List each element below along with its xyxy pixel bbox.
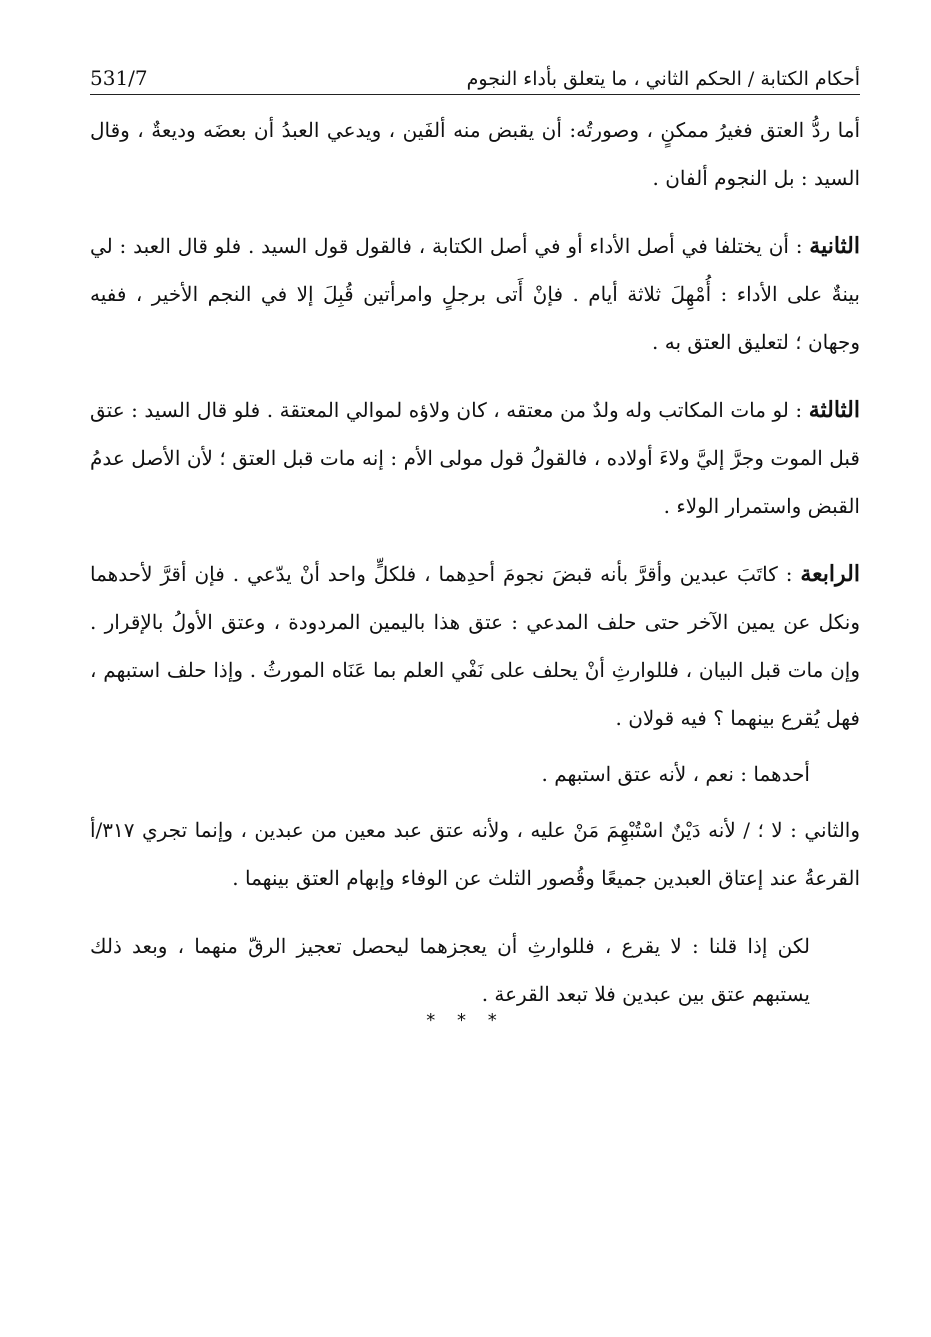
paragraph-intro <box>90 106 860 202</box>
paragraph-text: : كاتَبَ عبدين وأقرَّ بأنه قبضَ نجومَ أحدِهما ، فلكلٍّ واحد أنْ يدّعي . فإن أقرَّ لأحدهما ونكل عن يمين الآخر حتى حلف المدعي : عتق هذا باليمين المردودة ، وعتق الأولُ بالإقرار . وإن مات قبل البيان ، فللوارثِ أنْ يحلف على نَفْي العلم بما عَنَاه المورثُ . وإذا حلف استبهم ، فهل يُقرع بينهما ؟ فيه قولان . <box>90 562 860 730</box>
paragraph-text: أحدهما : نعم ، لأنه عتق استبهم . <box>541 762 810 786</box>
paragraph-text: القرعةُ عند إعتاق العبدين جميعًا وقُصور الثلث عن الوفاء وإبهام العتق بينهما . <box>232 866 860 890</box>
paragraph-fourth <box>90 550 860 742</box>
paragraph-lead: الرابعة <box>800 561 860 587</box>
paragraph-text: لكن إذا قلنا : لا يقرع ، فللوارثِ أن يعجزهما ليحصل تعجيز الرقّ منهما ، وبعد ذلك يستبهم عتق بين عبدين فلا تبعد القرعة . <box>90 934 810 1006</box>
section-separator: * * * <box>426 1010 505 1031</box>
folio-marker: ٣١٧/أ <box>90 818 135 842</box>
paragraph-second-opinion <box>90 806 860 902</box>
paragraph-lead: الثالثة <box>808 397 860 423</box>
paragraph-second <box>90 222 860 366</box>
paragraph-text: : أن يختلفا في أصل الأداء أو في أصل الكتابة ، فالقول قول السيد . فلو قال العبد : لي بينةٌ على الأداء : أُمْهِلَ ثلاثة أيام . فإنْ أَتى برجلٍ وامرأتين قُبِلَ إلا في النجم الأخير ، ففيه وجهان ؛ لتعليق العتق به . <box>90 234 860 354</box>
paragraph-third <box>90 386 860 530</box>
paragraph-lead: الثانية <box>809 233 860 259</box>
paragraph-text: أما ردُّ العتق فغيرُ ممكنٍ ، وصورتُه: أن يقبض منه ألفَين ، ويدعي العبدُ أن بعضَه وديعةٌ ، وقال السيد : بل النجوم ألفان . <box>90 118 860 190</box>
paragraph-conclusion <box>90 922 860 1018</box>
page-body <box>90 106 860 1038</box>
paragraph-text: : لو مات المكاتب وله ولدٌ من معتقه ، كان ولاؤه لموالي المعتقة . فلو قال السيد : عتق قبل الموت وجرَّ إليَّ ولاءَ أولاده ، فالقولُ قول مولى الأم : إنه مات قبل العتق ؛ لأن الأصل عدمُ القبض واستمرار الولاء . <box>90 398 860 518</box>
page-reference: 531/7 <box>90 66 148 90</box>
paragraph-first-opinion <box>90 750 860 798</box>
paragraph-text: والثاني : لا ؛ / لأنه دَيْنٌ اسْتُبْهِمَ مَنْ عليه ، ولأنه عتق عبد معين من عبدين ، وإنما تجري <box>134 818 860 842</box>
running-title: أحكام الكتابة / الحكم الثاني ، ما يتعلق بأداء النجوم <box>466 68 860 90</box>
page-header <box>90 52 860 95</box>
